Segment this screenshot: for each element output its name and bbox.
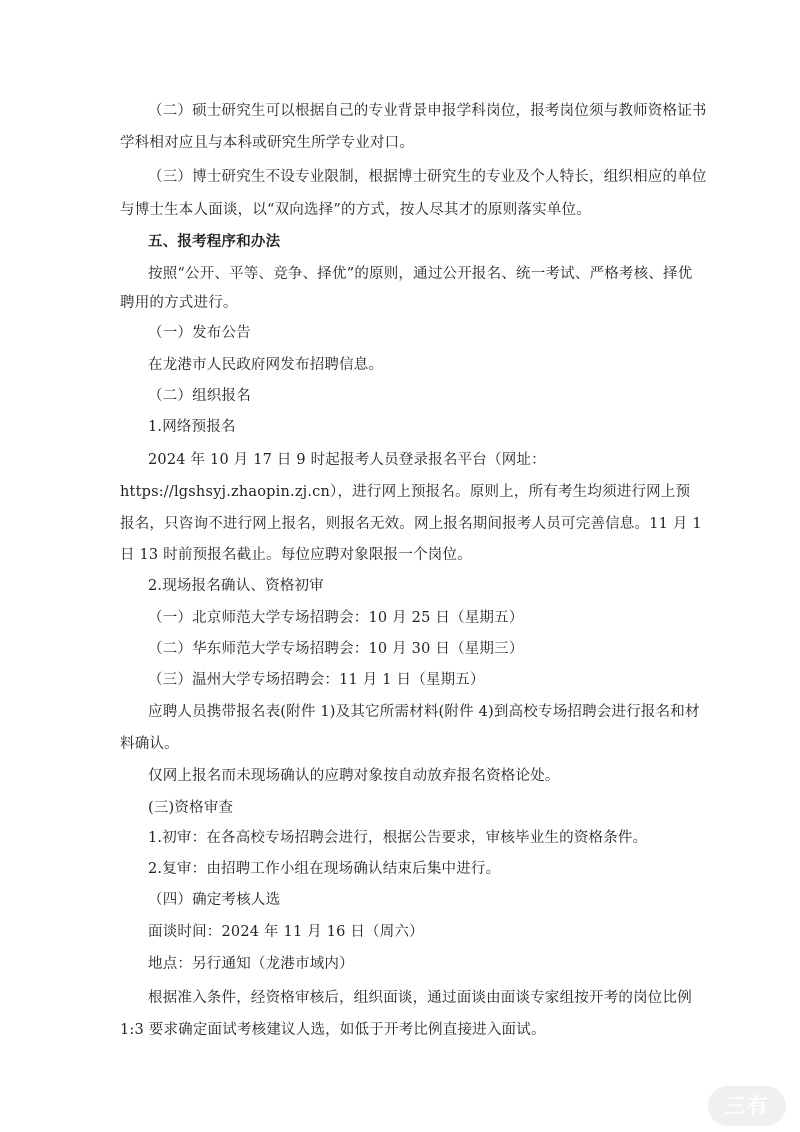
subsection-heading: (三)资格审查	[148, 800, 234, 816]
paragraph-line: （二）硕士研究生可以根据自己的专业背景申报学科岗位，报考岗位须与教师资格证书	[148, 103, 707, 119]
schedule-item: （三）温州大学专场招聘会：11 月 1 日（星期五）	[148, 672, 485, 688]
paragraph-line: 2.复审：由招聘工作小组在现场确认结束后集中进行。	[148, 861, 501, 877]
paragraph-line: 料确认。	[120, 736, 179, 752]
paragraph-line: （三）博士研究生不设专业限制，根据博士研究生的专业及个人特长，组织相应的单位	[148, 169, 707, 185]
item-heading: 2.现场报名确认、资格初审	[148, 578, 324, 594]
paragraph-line: 1.初审：在各高校专场招聘会进行，根据公告要求，审核毕业生的资格条件。	[148, 830, 648, 846]
paragraph-line: 与博士生本人面谈，以“双向选择”的方式，按人尽其才的原则落实单位。	[120, 202, 591, 218]
watermark-badge: 三有	[708, 1086, 786, 1126]
schedule-item: （一）北京师范大学专场招聘会：10 月 25 日（星期五）	[148, 610, 524, 626]
subsection-heading: （一）发布公告	[148, 325, 251, 341]
subsection-heading: （二）组织报名	[148, 388, 251, 404]
paragraph-line: 2024 年 10 月 17 日 9 时起报考人员登录报名平台（网址：	[148, 452, 546, 468]
section-heading: 五、报考程序和办法	[148, 233, 281, 250]
paragraph-line: 学科相对应且与本科或研究生所学专业对口。	[120, 135, 414, 151]
paragraph-line: 应聘人员携带报名表(附件 1)及其它所需材料(附件 4)到高校专场招聘会进行报名和材	[148, 704, 700, 720]
paragraph-line: 按照“公开、平等、竞争、择优”的原则，通过公开报名、统一考试、严格考核、择优	[148, 266, 693, 282]
paragraph-line: 报名，只咨询不进行网上报名，则报名无效。网上报名期间报考人员可完善信息。11 月 1	[120, 516, 702, 532]
paragraph-line: 聘用的方式进行。	[120, 295, 238, 311]
subsection-heading: （四）确定考核人选	[148, 892, 281, 908]
paragraph-line: 1:3 要求确定面试考核建议人选，如低于开考比例直接进入面试。	[120, 1022, 546, 1038]
paragraph-line: 面谈时间：2024 年 11 月 16 日（周六）	[148, 924, 424, 940]
paragraph-line: https://lgshsyj.zhaopin.zj.cn），进行网上预报名。原则上，所有考生均须进行网上预	[120, 484, 691, 500]
paragraph-line: 在龙港市人民政府网发布招聘信息。	[148, 357, 384, 373]
paragraph-line: 日 13 时前预报名截止。每位应聘对象限报一个岗位。	[120, 547, 472, 563]
paragraph-line: 地点：另行通知（龙港市域内）	[148, 956, 354, 972]
schedule-item: （二）华东师范大学专场招聘会：10 月 30 日（星期三）	[148, 641, 524, 657]
item-heading: 1.网络预报名	[148, 419, 236, 435]
paragraph-line: 根据准入条件，经资格审核后，组织面谈，通过面谈由面谈专家组按开考的岗位比例	[148, 990, 692, 1006]
paragraph-line: 仅网上报名而未现场确认的应聘对象按自动放弃报名资格论处。	[148, 768, 560, 784]
